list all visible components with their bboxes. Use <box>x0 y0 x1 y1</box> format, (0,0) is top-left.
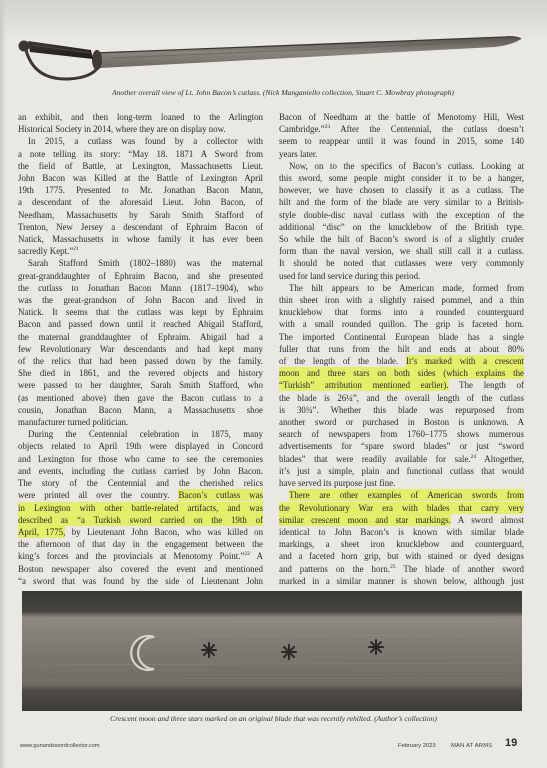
text-line <box>18 355 263 367</box>
text-run: the cutlass to Jonathan Bacon Mann (1817–1904), who <box>18 282 263 293</box>
text-run: a note telling its story: “May 18. 1871 A Sword from <box>18 148 263 159</box>
text-run: It should be noted that cutlasses were very commonly <box>279 258 524 269</box>
footer-magazine-name: MAN AT ARMS <box>451 743 493 749</box>
footnote-ref: 24 <box>470 453 477 460</box>
text-line <box>279 355 524 367</box>
text-run: a descendant of the aforesaid Lieut. John Bacon, of <box>18 197 263 208</box>
text-run: another sword or purchased in Boston is unknown. A <box>279 417 524 428</box>
text-line <box>18 392 263 404</box>
text-line <box>18 184 263 196</box>
highlighted-text: in Lexington with other battle-related artifacts, and was <box>18 502 263 513</box>
text-run: Trenton, New Jersey a descendant of Ephraim Bacon of <box>18 221 263 232</box>
text-run: The length of <box>448 380 524 391</box>
text-run: however, we have chosen to classify it as a cutlass. The <box>279 185 524 196</box>
text-line <box>18 440 263 452</box>
text-run: Historical Society in 2014, where they are on display now. <box>18 124 226 135</box>
text-run: markings, a sheet iron knucklebow and counterguard, <box>279 539 524 550</box>
highlighted-text: There are other examples of American swords from <box>289 490 524 501</box>
text-line <box>18 111 263 123</box>
text-run: it’s just a simple, plain and functional cutlass that would <box>279 465 524 476</box>
star-mark <box>282 645 296 659</box>
text-run: Cambridge.” <box>279 124 325 135</box>
text-run: the field of Battle, at Lexington, Massachusetts Lieut. <box>18 160 263 171</box>
text-line <box>18 257 263 269</box>
text-line <box>279 306 524 318</box>
text-line <box>279 416 524 428</box>
text-line <box>279 428 524 440</box>
text-line <box>18 465 263 477</box>
text-run: fuller that runs from the hilt and ends at about 80% <box>279 343 524 354</box>
text-line <box>279 318 524 330</box>
text-line <box>279 282 524 294</box>
text-line <box>18 379 263 391</box>
cutlass-guard <box>92 50 102 70</box>
text-line <box>18 318 263 330</box>
text-line <box>279 160 524 172</box>
text-run: sacredly Kept.” <box>18 246 74 257</box>
text-line <box>279 294 524 306</box>
text-line <box>18 270 263 282</box>
cutlass-photo <box>0 0 547 90</box>
text-line <box>18 428 263 440</box>
text-run: So while the hilt of Bacon’s sword is of a slightly cruder <box>279 234 524 245</box>
text-line <box>279 331 524 343</box>
text-line <box>279 379 524 391</box>
text-run: additional “disc” on the knucklebow of the British type. <box>279 221 524 232</box>
star-mark <box>202 643 216 657</box>
star-mark <box>369 640 383 654</box>
text-line <box>18 245 263 257</box>
highlighted-text: April, 1775, <box>18 526 66 537</box>
text-line <box>18 123 263 135</box>
text-run: advertisements for “spare sword blades” or just “sword <box>279 441 524 452</box>
text-line <box>18 209 263 221</box>
text-line <box>279 196 524 208</box>
text-run: form than the naval version, we shall still call it a cutlass. <box>279 246 524 257</box>
text-run: is 30¾”. Whether this blade was repurposed from <box>279 404 524 415</box>
footer-issue-date: February 2023 <box>398 743 436 749</box>
cutlass-grip <box>28 41 93 59</box>
text-line <box>18 306 263 318</box>
text-line <box>279 563 524 575</box>
text-line <box>18 172 263 184</box>
text-run: Now, on to the specifics of Bacon’s cutlass. Looking at <box>289 160 524 171</box>
text-run: objects related to April 19th were displayed in Concord <box>18 441 263 452</box>
text-run: were printed all over the country. <box>18 490 179 501</box>
text-run: blades” that were readily available for sale. <box>279 453 471 464</box>
text-line <box>18 550 263 562</box>
text-line <box>279 221 524 233</box>
text-run: and a faceted horn grip, but with stained or dyed designs <box>279 551 524 562</box>
text-line <box>279 440 524 452</box>
text-line <box>18 148 263 160</box>
text-line <box>18 135 263 147</box>
top-photo-caption: Another overall view of Lt. John Bacon’s cutlass. (Nick Manganiello collection, Stuart C. Mowbray photograph) <box>112 88 454 97</box>
text-line <box>18 367 263 379</box>
text-line <box>18 282 263 294</box>
text-run: style double-disc naval cutlass with the exception of the <box>279 209 524 220</box>
footnote-ref: 25 <box>390 563 396 570</box>
text-run: The story of the Centennial and the cherished relics <box>18 478 263 489</box>
text-run: cousin, Jonathan Bacon Mann, a Massachusetts shoe <box>18 404 263 415</box>
text-run: with a small rounded quillon. The grip is faceted horn. <box>279 319 524 330</box>
text-line <box>18 563 263 575</box>
text-run: During the Centennial celebration in 1875, many <box>28 429 263 440</box>
text-run: of the relics that had been passed down by the family. <box>18 356 263 367</box>
text-run: Needham, Massachusetts by Sarah Smith Stafford of <box>18 209 263 220</box>
text-run: The blade of another sword <box>395 563 524 574</box>
text-line <box>279 575 524 587</box>
text-run: by Lieutenant John Bacon, who was killed on <box>65 526 264 537</box>
text-run: search of newspapers from 1760–1775 shows numerous <box>279 429 524 440</box>
text-line <box>279 257 524 269</box>
text-run: have served its purpose just fine. <box>279 478 396 489</box>
text-run: the maternal granddaughter of Ephraim. Abigail had a <box>18 331 263 342</box>
text-line <box>18 221 263 233</box>
text-run: and patterns on the horn. <box>279 563 390 574</box>
footnote-ref: 23 <box>324 124 331 131</box>
text-run: few Revolutionary War descendants and had kept many <box>18 343 263 354</box>
text-line <box>18 294 263 306</box>
text-line <box>18 575 263 587</box>
text-run: In 2015, a cutlass was found by a collector with <box>28 136 263 147</box>
text-line <box>279 502 524 514</box>
text-run: manufacturer turned politician. <box>18 417 129 428</box>
text-run: years later. <box>279 148 318 159</box>
text-run: the afternoon of that day in the engagement between the <box>18 539 263 550</box>
text-line <box>18 453 263 465</box>
text-line <box>18 538 263 550</box>
text-run: Altogether, <box>476 453 525 464</box>
text-line <box>279 172 524 184</box>
text-run: Bacon of Needham at the battle of Menotomy Hill, West <box>279 112 524 122</box>
text-line <box>18 404 263 416</box>
blade-photo <box>22 591 522 711</box>
text-line <box>279 343 524 355</box>
text-line <box>279 184 524 196</box>
text-line <box>279 123 524 135</box>
left-column <box>18 111 263 587</box>
text-run: Boston newspaper also covered the event and mentioned <box>18 563 263 574</box>
text-run: A <box>249 551 263 562</box>
text-line <box>18 343 263 355</box>
text-run: of the length of the blade. <box>279 356 406 367</box>
text-line <box>279 233 524 245</box>
footer-website: www.gunandswordcollector.com <box>20 743 100 749</box>
highlighted-text: It’s marked with a crescent <box>406 356 525 367</box>
highlighted-text: “Turkish” attribution mentioned earlier). <box>279 380 449 391</box>
footnote-ref: 21 <box>73 246 79 253</box>
blade-background <box>22 591 522 711</box>
text-run: John Bacon was Killed at the Battle of Lexington April <box>18 173 263 184</box>
text-line <box>279 477 524 489</box>
text-run: used for land service during this period. <box>279 270 421 281</box>
text-run: and Lexington for those who came to see the ceremonies <box>18 453 263 464</box>
text-run: marked in a similar manner is shown below, although just <box>279 575 524 586</box>
text-line <box>279 209 524 221</box>
text-line <box>279 392 524 404</box>
text-run: the blade is 26¼”, and the overall length of the cutlass <box>279 392 524 403</box>
text-run: The imported Continental European blade has a single <box>279 331 524 342</box>
text-run: She died in 1861, and the revered objects and history <box>18 368 263 379</box>
text-run: hilt and the form of the blade are very similar to a British- <box>279 197 524 208</box>
text-line <box>18 514 263 526</box>
text-line <box>18 477 263 489</box>
text-line <box>279 526 524 538</box>
text-run: “a sword that was found by the side of Lieutenant John <box>18 575 263 586</box>
text-run: After the Centennial, the cutlass doesn’t <box>330 124 524 135</box>
text-line <box>279 270 524 282</box>
text-line <box>279 514 524 526</box>
text-line <box>18 160 263 172</box>
text-run: identical to John Bacon’s is known with similar blade <box>279 526 524 537</box>
highlighted-text: described as “a Turkish sword carried on the 19th of <box>18 514 263 525</box>
text-run: The hilt appears to be American made, formed from <box>289 282 524 293</box>
text-run: Natick, Massachusetts in whose family it has ever been <box>18 234 263 245</box>
text-line <box>279 453 524 465</box>
text-line <box>279 465 524 477</box>
highlighted-text: the Revolutionary War era with blades that carry very <box>279 502 524 513</box>
text-line <box>279 404 524 416</box>
text-line <box>279 367 524 379</box>
text-run: an exhibit, and then long-term loaned to the Arlington <box>18 112 263 122</box>
text-line <box>279 245 524 257</box>
text-run: were passed to her daughter, Sarah Smith Stafford, who <box>18 380 263 391</box>
text-line <box>18 331 263 343</box>
text-line <box>18 502 263 514</box>
highlighted-text: moon and three stars on both sides (which explains the <box>279 368 524 379</box>
page-number: 19 <box>505 737 518 749</box>
text-run: was the great-grandson of John Bacon and lived in <box>18 295 263 306</box>
cutlass-blade <box>95 37 521 68</box>
bottom-photo-caption: Crescent moon and three stars marked on an original blade that was recently rehilted. (Author’s collection) <box>110 714 437 723</box>
highlighted-text: Bacon’s cutlass was <box>178 490 263 501</box>
text-line <box>18 526 263 538</box>
text-line <box>279 550 524 562</box>
text-run: 19th 1775. Presented to Mr. Jonathan Bacon Mann, <box>18 185 263 196</box>
text-run: and events, including the cutlass carried by John Bacon. <box>18 465 263 476</box>
highlighted-text: similar crescent moon and star markings. <box>279 514 451 525</box>
page-edge-shadow <box>0 0 6 768</box>
text-run: seem to reappear until it was found in 2015, some 140 <box>279 136 524 147</box>
text-line <box>18 416 263 428</box>
text-run: (as mentioned above) then gave the Bacon cutlass to a <box>18 392 263 403</box>
text-run: great-granddaughter of Ephraim Bacon, and she presented <box>18 270 263 281</box>
text-run: king’s forces and the provincials at Menotomy Point.” <box>18 551 245 562</box>
text-run: Natick. It seems that the cutlass was kept by Ephraim <box>18 307 263 318</box>
text-run: Sarah Stafford Smith (1802–1880) was the maternal <box>28 258 263 269</box>
footnote-ref: 22 <box>244 551 250 558</box>
text-line <box>18 196 263 208</box>
text-run: thin sheet iron with a slightly raised pommel, and a thin <box>279 295 524 306</box>
text-run: A sword almost <box>450 514 524 525</box>
text-line <box>18 489 263 501</box>
text-line <box>279 148 524 160</box>
text-run: knucklebow that forms into a rounded counterguard <box>279 307 524 318</box>
right-column <box>279 111 524 587</box>
text-line <box>279 489 524 501</box>
text-line <box>279 135 524 147</box>
text-run: this sword, some people might consider it to be a hanger, <box>279 173 524 184</box>
cutlass-pommel <box>19 41 30 52</box>
text-line <box>18 233 263 245</box>
text-line <box>279 538 524 550</box>
text-line <box>279 111 524 123</box>
text-run: Bacon and passed down until it reached Abigail Stafford, <box>18 319 263 330</box>
